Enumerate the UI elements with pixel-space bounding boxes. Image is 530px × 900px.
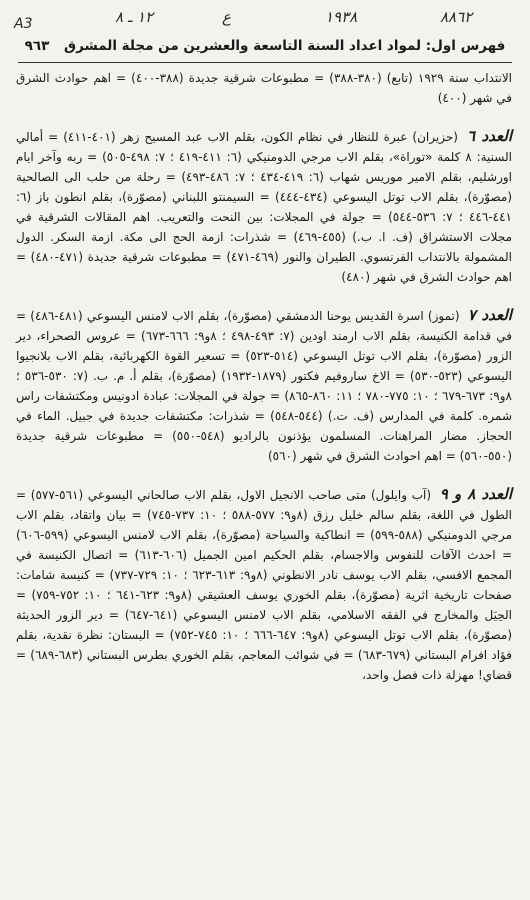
page-number: ٩٦٣ (24, 38, 50, 54)
intro-paragraph: الانتداب سنة ١٩٢٩ (تابع) (٣٨٠-٣٨٨) = مطبوعات شرقية جديدة (٣٨٨-٤٠٠) = اهم حوادث الشرق في شهر (٤٠٠) (16, 71, 512, 105)
handwritten-letter-mark: ع (222, 8, 231, 26)
index-content (16, 68, 512, 703)
issue-6-label: العدد ٦ (466, 127, 513, 145)
issue-7-label: العدد ٧ (467, 306, 512, 324)
issue-7-entry (16, 305, 512, 466)
page-heading (16, 38, 514, 54)
heading-rule (18, 62, 512, 63)
issue-8-9-label: العدد ٨ و ٩ (439, 485, 512, 503)
issue-7-text: (تموز) اسرة القديس يوحنا الدمشقي (مصوّرة)، بقلم الاب لامنس اليسوعي (٤٨١-٤٨٦) = في قدامة الكنيسة، بقلم الاب ارمند اودين (٧: ٤٩٣-٤٩٨ ؛ ٨و٩: ٦٦٦-٦٧٣) = عروس الصحراء، دير الزور (مصوّرة)، بقلم الاب توتل اليسوعي (٥١٤-٥٢٣) = تسعير القوة الكهربائية، بقلم الاب بلانجيوا اليسوعي (٥٢٣-٥٣٠) = الاخ ساروفيم فكتور (١٨٧٩-١٩٣٢) (مصوّرة)، بقلم أ. م. ب. (٧: ٥٣٠-٥٣٦ ؛ ٨و٩: ٦٧٣-٦٧٩ ؛ ١٠: ٧٧٥-٧٨٠ ؛ ١١: ٨٦٠-٨٦٥) = جولة في المجلات: عبادة ادونيس ومكتشفات راس شمره. كلمة في المدارس (ف. ت.) (٥٤٤-٥٤٨) = شذرات: مكتشفات جديدة في جبيل. الماء في الحجاز. مضار المراهنات. المسلمون يؤذنون بالراديو (٥٤٨-٥٥٠) = مطبوعات شرقية جديدة (٥٥٠-٥٦٠) = اهم احوادث الشرق في شهر (٥٦٠) (16, 309, 513, 463)
issue-8-9-text: (آب وايلول) متى صاحب الانجيل الاول، بقلم الاب صالحاني اليسوعي (٥٦١-٥٧٧) = الطول في اللغة، بقلم سالم خليل رزق (٨و٩: ٥٧٧-٥٨٨ ؛ ١٠: ٧٣٧-٧٤٥) = بيان واتقاد، بقلم الاب مرجي الدومنيكي (٥٨٨-٥٩٩) = انطاكية والسياحة (مصوّرة)، بقلم الاب لامنس اليسوعي (٥٩٩-٦٠٦) = احدث الآفات للنفوس والاجسام، بقلم الحكيم امين الجميل (٦٠٦-٦١٣) = اتصال الكنيسة في المجمع الافسي، بقلم الاب يوسف نادر الانطوني (٨و٩: ٦١٣-٦٢٣ ؛ ١٠: ٧٢٩-٧٣٧) = كنيسة شامات: صفحات تاريخية اثرية (مصوّرة)، بقلم الخوري يوسف العشيقي (٨و٩: ٦٢٣-٦٤١ ؛ ١٠: ٧٥٢-٧٥٩) = الحِيَل والمخارج في الفقه الاسلامي، بقلم الاب لامنس اليسوعي (٦٤١-٦٤٧) = دير الزور الحديثة (مصوّرة)، بقلم الاب توتل اليسوعي (٨و٩: ٦٤٧-٦٦٦ ؛ ١٠: ٧٤٥-٧٥٢) = البستان: نظرة نقدية، بقلم فؤاد افرام البستاني (٦٧٩-٦٨٣) = في شوائب المعاجم، بقلم الخوري بطرس البستاني (٦٨٣-٦٨٩) = قضاي! مهزلة ذات فصل واحد، (16, 488, 513, 682)
handwritten-year-mark: ١٩٣٨ (325, 8, 358, 26)
issue-6-text: (حزيران) عبرة للنظار في نظام الكون، بقلم الاب عبد المسيح زهر (٤٠١-٤١١) = أمالي السنية: ٨ كلمة «توراة»، بقلم الاب مرجي الدومنيكي (٦: ٤١١-٤١٩ ؛ ٧: ٤٩٨-٥٠٥) = ربه وآخر ايام اورشليم، بقلم الامير موريس شهاب (٦: ٤١٩-٤٣٤ ؛ ٧: ٤٨٦-٤٩٣) = رحلة من حلب الى الصالحية (مصوّرة)، بقلم الاب توتل اليسوعي (٤٣٤-٤٤٤) = السيمنتو اللبناني (مصوّرة)، بقلم انطون باز (٦: ٤٤١-٤٤٦ ؛ ٧: ٥٣٦-٥٤٤) = جولة في المجلات: بين النحت والتعريب. اهم المقالات الشرقية في مجلات الاستشراق (ف. ا. ب.) (٤٥٥-٤٦٩) = شذرات: ازمة الحج الى مكة. ازمة السكر. الدول المشمولة بالانتداب الفرنسوي. الطيران والنور (٤٦٩-٤٧١) = مطبوعات شرقية جديدة (٤٧١-٤٨٠) = اهم حوادث الشرق في شهر (٤٨٠) (16, 130, 513, 284)
handwritten-number-mark: ٨٨٦٢ (440, 8, 473, 26)
handwritten-date-mark: ١٢ ـ ٨ (115, 8, 154, 26)
issue-8-9-entry (16, 484, 512, 685)
archive-reference-mark: A3 (14, 16, 33, 32)
heading-title: فهرس اول: لمواد اعداد السنة التاسعة والعشرين من مجلة المشرق (64, 38, 506, 54)
issue-6-entry (16, 126, 512, 287)
